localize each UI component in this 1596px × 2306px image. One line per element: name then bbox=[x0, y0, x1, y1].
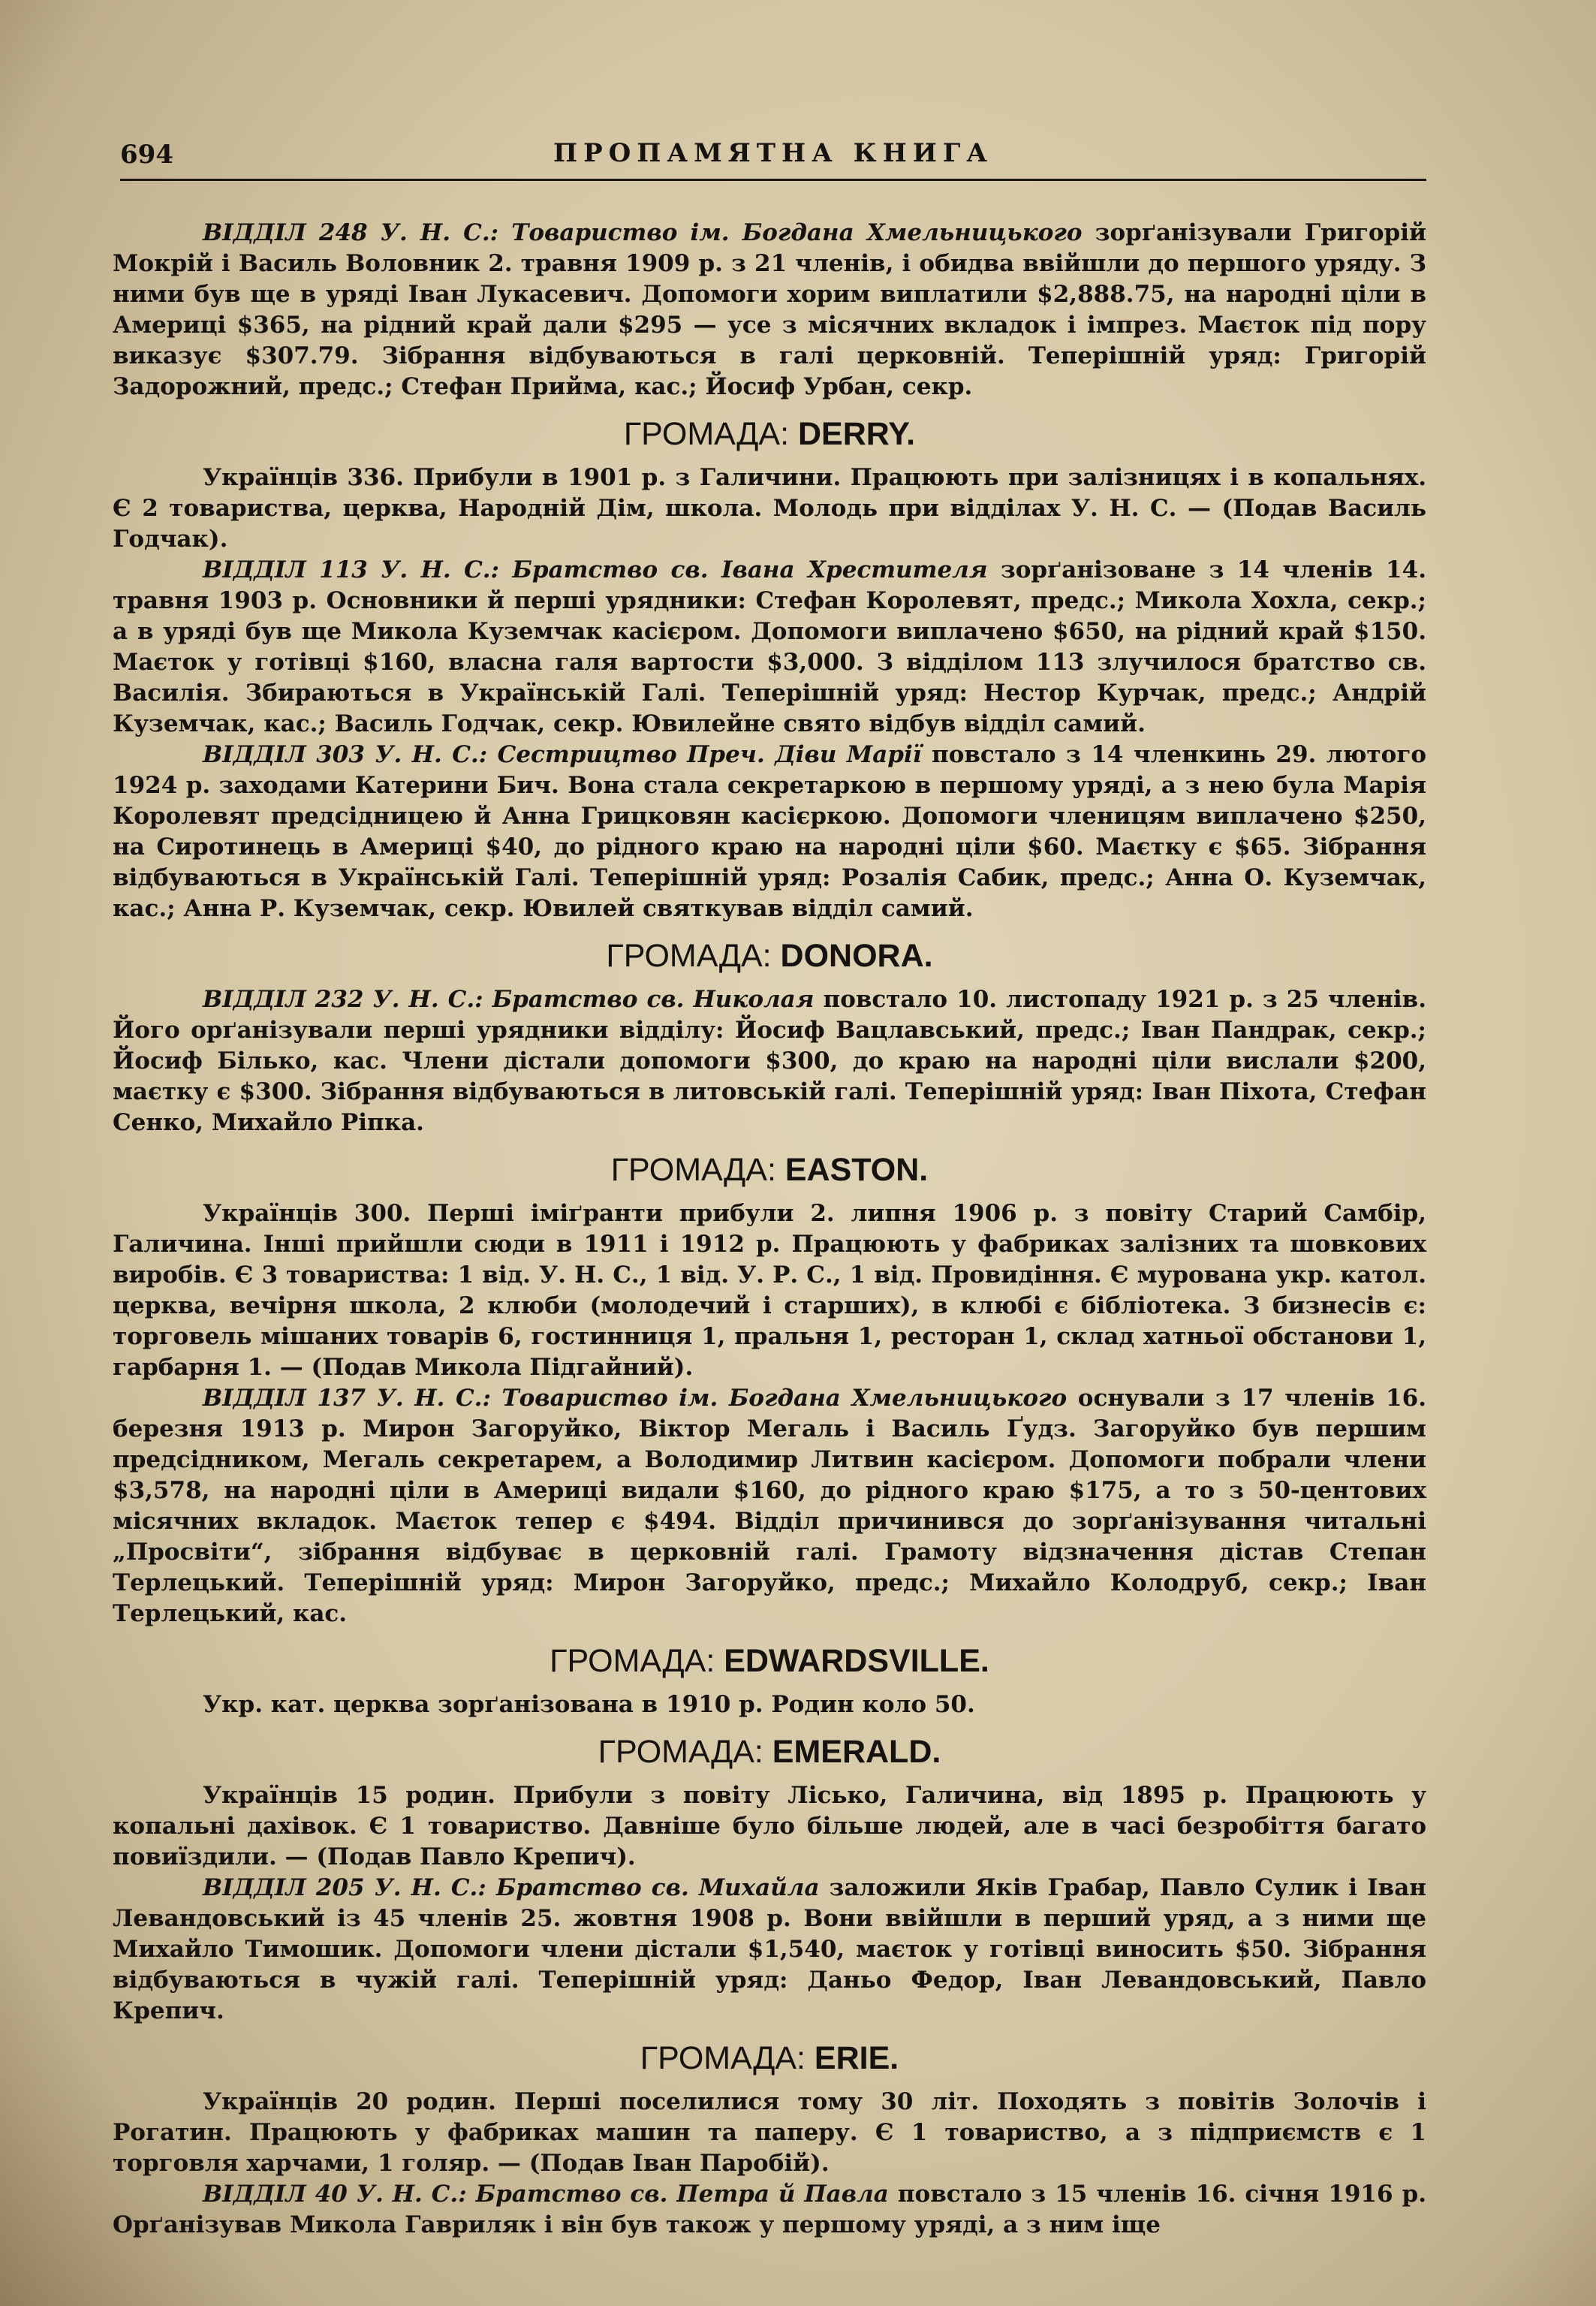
section-label: ГРОМАДА: bbox=[550, 1643, 724, 1679]
page-number: 694 bbox=[120, 140, 173, 170]
section-place-name: EDWARDSVILLE. bbox=[724, 1643, 989, 1679]
running-title: ПРОПАМЯТНА КНИГА bbox=[553, 138, 993, 168]
paragraph-text: зорґанізоване з 14 членів 14. травня 1903 р. Основники й перші урядники: Стефан Королевят, предс.; Микола Хохла, секр.; а в уряді був ще Микола Куземчак касієром. Допомоги виплачено $650, на рідний край $150. Маєток у готівці $160, власна галя вартости $3,000. З відділом 113 злучилося братство св. Василія. Збираються в Українській Галі. Теперішній уряд: Нестор Курчак, предс.; Андрій Куземчак, кас.; Василь Годчак, секр. Ювилейне свято відбув відділ самий. bbox=[113, 556, 1426, 737]
section-heading bbox=[113, 938, 1426, 974]
paragraph bbox=[113, 1873, 1426, 2027]
paragraph-text: Українців 20 родин. Перші поселилися тому 30 літ. Походять з повітів Золочів і Рогатин. Працюють у фабриках машин та паперу. Є 1 товариство, а з підприємств є 1 торговля харчами, 1 голяр. — (Подав Іван Паробій). bbox=[113, 2088, 1426, 2177]
section-label: ГРОМАДА: bbox=[640, 2040, 815, 2076]
section-heading bbox=[113, 1152, 1426, 1188]
paragraph-text: зорґанізували Григорій Мокрій і Василь Воловник 2. травня 1909 р. з 21 членів, і обидва ввійшли до першого уряду. З ними був ще в уряді Іван Лукасевич. Допомоги хорим виплатили $2,888.75, на народні ціли в Америці $365, на рідний край дали $295 — усе з місячних вкладок і імпрез. Маєток під пору виказує $307.79. Зібрання відбуваються в галі церковній. Теперішній уряд: Григорій Задорожний, предс.; Стефан Прийма, кас.; Йосиф Урбан, секр. bbox=[113, 219, 1426, 400]
paragraph bbox=[113, 984, 1426, 1138]
section-place-name: DERRY. bbox=[797, 416, 916, 452]
section-label: ГРОМАДА: bbox=[606, 938, 781, 974]
paragraph-text: Українців 336. Прибули в 1901 р. з Галичини. Працюють при залізницях і в копальнях. Є 2 товариства, церква, Народній Дім, школа. Молодь при відділах У. Н. С. — (Подав Василь Годчак). bbox=[113, 464, 1426, 553]
branch-lead: ВІДДІЛ 40 У. Н. С.: Братство св. Петра й Павла bbox=[203, 2181, 889, 2208]
branch-lead: ВІДДІЛ 137 У. Н. С.: Товариство ім. Богдана Хмельницького bbox=[203, 1385, 1068, 1412]
paragraph bbox=[113, 2087, 1426, 2179]
paragraph-text: повстало 10. листопаду 1921 р. з 25 членів. Його орґанізували перші урядники відділу: Йосиф Вацлавський, предс.; Іван Пандрак, секр.; Йосиф Білько, кас. Члени дістали допомоги $300, до краю на народні ціли вислали $200, маєтку є $300. Зібрання відбуваються в литовській галі. Теперішній уряд: Іван Піхота, Стефан Сенко, Михайло Ріпка. bbox=[113, 986, 1427, 1136]
branch-lead: ВІДДІЛ 113 У. Н. С.: Братство св. Івана Хрестителя bbox=[203, 556, 988, 583]
branch-lead: ВІДДІЛ 232 У. Н. С.: Братство св. Николая bbox=[203, 986, 815, 1013]
section-heading bbox=[113, 416, 1426, 452]
branch-lead: ВІДДІЛ 205 У. Н. С.: Братство св. Михайла bbox=[203, 1874, 820, 1901]
paragraph bbox=[113, 740, 1426, 924]
paragraph bbox=[113, 555, 1426, 740]
section-heading bbox=[113, 1734, 1426, 1770]
section-heading bbox=[113, 2040, 1426, 2076]
paragraph-text: Українців 15 родин. Прибули з повіту Лісько, Галичина, від 1895 р. Працюють у копальні дахівок. Є 1 товариство. Давніше було більше людей, але в часі безробіття багато повиїздили. — (Подав Павло Крепич). bbox=[113, 1782, 1426, 1870]
paragraph bbox=[113, 1780, 1426, 1873]
paragraph bbox=[113, 2179, 1426, 2241]
section-place-name: EASTON. bbox=[784, 1152, 929, 1188]
paragraph-text: повстало з 14 членкинь 29. лютого 1924 р. заходами Катерини Бич. Вона стала секретаркою в першому уряді, а з нею була Марія Королевят предсідницею й Анна Грицковян касієркою. Допомоги членицям виплачено $250, на Сиротинець в Америці $40, до рідного краю на народні ціли $60. Маєтку є $65. Зібрання відбуваються в Українській Галі. Теперішній уряд: Розалія Сабик, предс.; Анна О. Куземчак, кас.; Анна Р. Куземчак, секр. Ювилей святкував відділ самий. bbox=[113, 741, 1426, 922]
section-label: ГРОМАДА: bbox=[610, 1152, 785, 1188]
branch-lead: ВІДДІЛ 248 У. Н. С.: Товариство ім. Богдана Хмельницького bbox=[203, 219, 1083, 246]
branch-lead: ВІДДІЛ 303 У. Н. С.: Сестрицтво Преч. Діви Марії bbox=[203, 741, 922, 768]
paragraph-text: повстало з 15 членів 16. січня 1916 р. Орґанізував Микола Гавриляк і він був також у першому уряді, а з ним іще bbox=[113, 2181, 1426, 2238]
section-heading bbox=[113, 1643, 1426, 1679]
paragraph bbox=[113, 1690, 1426, 1720]
section-label: ГРОМАДА: bbox=[623, 416, 798, 452]
page-content bbox=[113, 218, 1426, 2241]
paragraph-text: оснували з 17 членів 16. березня 1913 р. Мирон Загоруйко, Віктор Мегаль і Василь Ґудз. Загоруйко був першим предсідником, Мегаль секретарем, а Володимир Литвин касієром. Допомоги побрали члени $3,578, на народні ціли в Америці видали $160, до рідного краю $175, а то з 50-центових місячних вкладок. Маєток тепер є $494. Відділ причинився до зорґанізування читальні „Просвіти“, зібрання відбуває в церковній галі. Грамоту відзначення дістав Степан Терлецький. Теперішній уряд: Мирон Загоруйко, предс.; Михайло Колодруб, секр.; Іван Терлецький, кас. bbox=[113, 1385, 1426, 1627]
section-place-name: DONORA. bbox=[780, 938, 933, 974]
section-place-name: ERIE. bbox=[814, 2040, 899, 2076]
paragraph bbox=[113, 463, 1426, 555]
section-place-name: EMERALD. bbox=[772, 1734, 941, 1770]
paragraph-text: Укр. кат. церква зорґанізована в 1910 р. Родин коло 50. bbox=[203, 1691, 975, 1718]
paragraph bbox=[113, 218, 1426, 402]
section-label: ГРОМАДА: bbox=[598, 1734, 772, 1770]
paragraph bbox=[113, 1198, 1426, 1383]
page-header bbox=[120, 134, 1426, 181]
paragraph-text: заложили Яків Грабар, Павло Сулик і Іван Левандовський із 45 членів 25. жовтня 1908 р. Вони ввійшли в перший уряд, а з ними ще Михайло Тимошик. Допомоги члени дістали $1,540, маєток у готівці виносить $50. Зібрання відбуваються в чужій галі. Теперішній уряд: Даньо Федор, Іван Левандовський, Павло Крепич. bbox=[113, 1874, 1426, 2024]
paragraph bbox=[113, 1383, 1426, 1629]
paragraph-text: Українців 300. Перші іміґранти прибули 2. липня 1906 р. з повіту Старий Самбір, Галичина. Інші прийшли сюди в 1911 і 1912 р. Працюють у фабриках залізних та шовкових виробів. Є 3 товариства: 1 від. У. Н. С., 1 від. У. Р. С., 1 від. Провидіння. Є мурована укр. катол. церква, вечірня школа, 2 клюби (молодечий і старших), в клюбі є бібліотека. З бизнесів є: торговель мішаних товарів 6, гостинниця 1, пральня 1, ресторан 1, склад хатньої обстанови 1, гарбарня 1. — (Подав Микола Підгайний). bbox=[113, 1200, 1426, 1381]
